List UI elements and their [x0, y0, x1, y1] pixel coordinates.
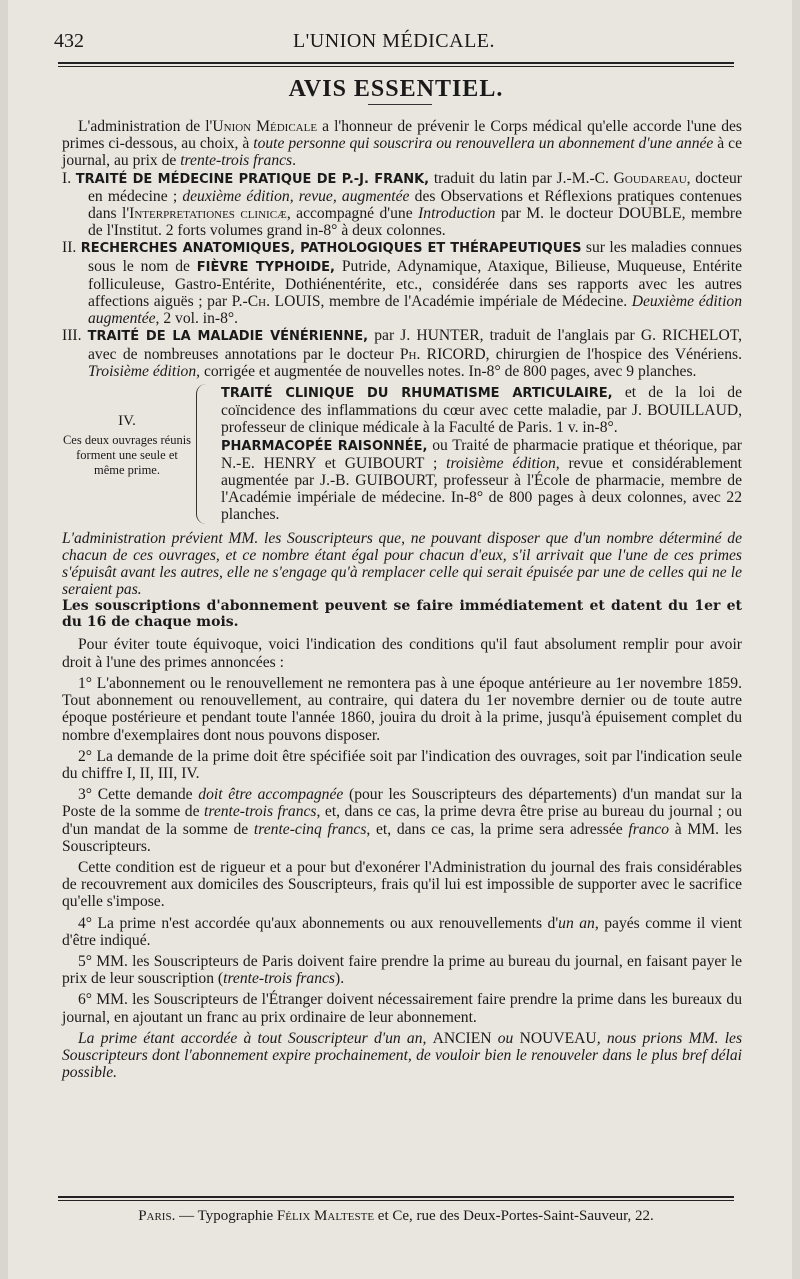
title-rule	[368, 104, 432, 105]
footer-rule	[58, 1196, 734, 1198]
prime-item-1: I. TRAITÉ DE MÉDECINE PRATIQUE DE P.-J. FRANK, traduit du latin par J.-M.-C. Goudareau, docteur en médecine ; deuxième édition, revue, augmentée des Observations et Réflexions pratiques contenues dans l'Interpretationes clinicæ, accompagné d'une Introduction par M. le docteur DOUBLE, membre de l'Institut. 2 forts volumes grand in-8° à deux colonnes.	[62, 169, 743, 240]
notice-title: AVIS ESSENTIEL.	[288, 76, 504, 102]
intro-paragraph: L'administration de l'Union Médicale a l'honneur de prévenir le Corps médical qu'elle accorde l'une des primes ci-dessous, au choix, à toute personne qui souscrira ou renouvellera un abonnement d'une année à ce journal, au prix de trente-trois francs.	[62, 118, 743, 170]
article-body	[62, 118, 742, 1081]
subscription-notice: Les souscriptions d'abonnement peuvent se faire immédiatement et datent du 1er et du 16 de chaque mois.	[62, 598, 742, 631]
administration-notice: L'administration prévient MM. les Souscripteurs que, ne pouvant disposer que d'un nombre déterminé de chacun de ces ouvrages, et ce nombre étant égal pour chacun d'eux, s'il arrivait que l'une de ces primes s'épuisât avant les autres, elle ne s'engage qu'à remplacer celle qui serait épuisée par une de celles qui ne le seraient pas.	[62, 529, 742, 599]
header-rule	[58, 62, 734, 64]
prime-item-2: II. RECHERCHES ANATOMIQUES, PATHOLOGIQUES ET THÉRAPEUTIQUES sur les maladies connues sous le nom de FIÈVRE TYPHOIDE, Putride, Adynamique, Ataxique, Bilieuse, Muqueuse, Entérite folliculeuse, Gastro-Entérite, Dothiénentérite, etc., considérée dans ses rapports avec les autres affections aiguës ; par P.-Ch. LOUIS, membre de l'Académie impériale de Médecine. Deuxième édition augmentée, 2 vol. in-8°.	[62, 239, 743, 328]
running-title: L'UNION MÉDICALE.	[292, 30, 496, 52]
prime-item-3: III. TRAITÉ DE LA MALADIE VÉNÉRIENNE, par J. HUNTER, traduit de l'anglais par G. RICHELOT, avec de nombreuses annotations par le docteur Ph. RICORD, chirurgien de l'hospice des Vénériens. Troisième édition, corrigée et augmentée de nouvelles notes. In-8° de 800 pages, avec 9 planches.	[62, 327, 742, 380]
condition-4: 4° La prime n'est accordée qu'aux abonnements ou aux renouvellements d'un an, payés comme il vient d'être indiqué.	[62, 914, 742, 949]
condition-1: 1° L'abonnement ou le renouvellement ne remontera pas à une époque antérieure au 1er novembre 1859. Tout abonnement ou renouvellement, au contraire, qui datera du 1er novembre dernier ou de toute autre époque postérieure et pendant toute l'année 1860, jouira du droit à la prime, jusqu'à épuisement complet du nombre d'exemplaires dont nous pouvons disposer.	[62, 674, 742, 744]
page-number: 432	[54, 30, 84, 52]
footer-rule-thin	[58, 1200, 734, 1201]
condition-2: 2° La demande de la prime doit être spécifiée soit par l'indication des ouvrages, soit par l'indication seule du chiffre I, II, III, IV.	[62, 747, 742, 782]
condition-5: 5° MM. les Souscripteurs de Paris doivent faire prendre la prime au bureau du journal, en faisant payer le prix de leur souscription (trente-trois francs).	[62, 952, 742, 988]
condition-3: 3° Cette demande doit être accompagnée (pour les Souscripteurs des départements) d'un mandat sur la Poste de la somme de trente-trois francs, et, dans ce cas, la prime devra être prise au bureau du journal ; ou d'un mandat de la somme de trente-cinq francs, et, dans ce cas, la prime sera adressée franco à MM. les Souscripteurs.	[62, 786, 743, 855]
document-page	[8, 0, 792, 1279]
page-header	[54, 28, 734, 58]
header-rule-thin	[58, 66, 734, 67]
printer-imprint: Paris. — Typographie Félix Malteste et Ce, rue des Deux-Portes-Saint-Sauveur, 22.	[138, 1208, 654, 1224]
prime-item-4b: PHARMACOPÉE RAISONNÉE, ou Traité de pharmacie pratique et théorique, par N.-E. HENRY et GUIBOURT ; troisième édition, revue et considérablement augmentée par J.-B. GUIBOURT, professeur à l'École de pharmacie, membre de l'Académie impériale de médecine. In-8° de 800 pages à deux colonnes, avec 22 planches.	[221, 436, 742, 524]
prime-item-4	[62, 384, 742, 524]
condition-3-note: Cette condition est de rigueur et a pour but d'exonérer l'Administration du journal des frais considérables de recouvrement aux domiciles des Souscripteurs, frais qu'il lui est impossible de supporter avec le sacrifice qu'elle s'impose.	[62, 858, 742, 911]
prime-item-4a: TRAITÉ CLINIQUE DU RHUMATISME ARTICULAIRE, et de la loi de coïncidence des inflammations du cœur avec cette maladie, par J. BOUILLAUD, professeur de clinique médicale à la Faculté de Paris. 1 v. in-8°.	[221, 384, 742, 437]
closing-notice: La prime étant accordée à tout Souscripteur d'un an, ANCIEN ou NOUVEAU, nous prions MM. les Souscripteurs dont l'abonnement expire prochainement, de vouloir bien le renouveler dans le plus bref délai possible.	[62, 1029, 743, 1082]
side-note: IV. Ces deux ouvrages réunis forment une seule et même prime.	[62, 413, 192, 478]
conditions-intro: Pour éviter toute équivoque, voici l'indication des conditions qu'il faut absolument remplir pour avoir droit à l'une des primes annoncées :	[62, 636, 742, 671]
brace	[196, 384, 217, 524]
condition-6: 6° MM. les Souscripteurs de l'Étranger doivent nécessairement faire prendre la prime dans les bureaux du journal, en ajoutant un franc au prix ordinaire de leur abonnement.	[62, 991, 742, 1026]
